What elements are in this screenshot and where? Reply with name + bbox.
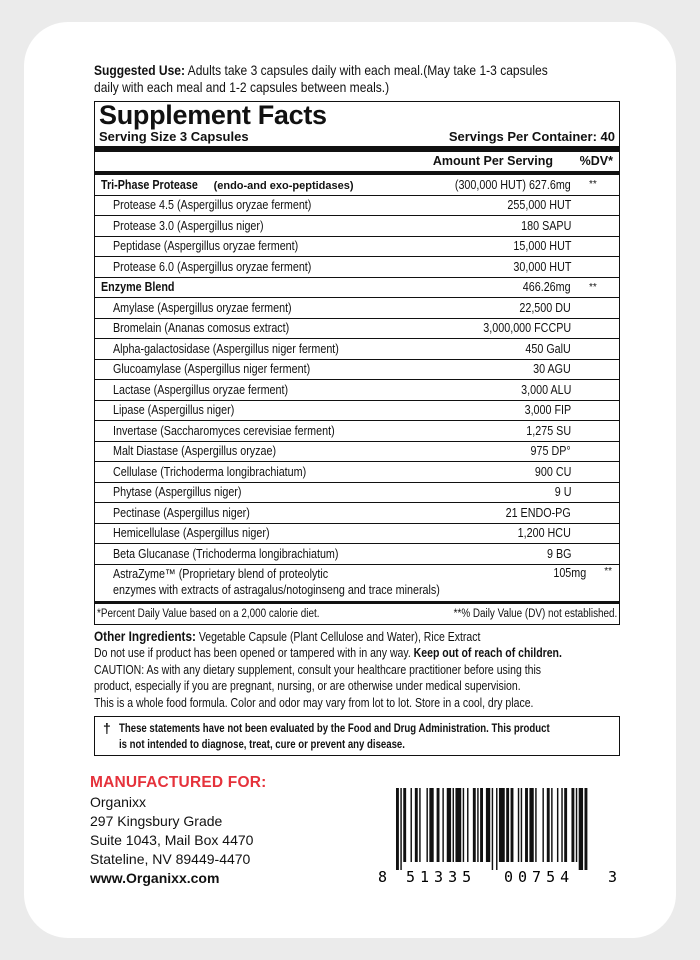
manufacturer-website: www.Organixx.com: [90, 870, 220, 886]
ingredient-dv: **: [589, 179, 597, 191]
col-amount: Amount Per Serving: [432, 154, 553, 168]
barcode-bar: [529, 788, 533, 862]
barcode-bar: [492, 788, 493, 870]
col-dv: %DV*: [579, 154, 613, 168]
barcode-bar: [579, 788, 583, 870]
ingredient-name: Bromelain (Ananas comosus extract): [113, 321, 290, 336]
ingredient-amount: 21 ENDO-PG: [505, 505, 571, 520]
manufacturer-street: 297 Kingsbury Grade: [90, 813, 223, 829]
whole-food-note: This is a whole food formula. Color and odor may vary from lot to lot. Store in a cool, dry place.: [94, 695, 534, 710]
ingredient-name: Pectinase (Aspergillus niger): [113, 505, 250, 520]
ingredient-row: [95, 524, 619, 545]
ingredient-name: Tri-Phase Protease: [101, 177, 198, 192]
barcode-bar: [561, 788, 562, 862]
ingredient-name: Cellulase (Trichoderma longibrachiatum): [113, 464, 307, 479]
ingredient-amount: (300,000 HUT) 627.6mg: [455, 177, 571, 192]
barcode-bar: [400, 788, 401, 870]
barcode-bar: [426, 788, 427, 862]
barcode-bar: [521, 788, 522, 862]
barcode-bar: [564, 788, 567, 862]
ingredient-row: [95, 380, 619, 401]
barcode-bar: [571, 788, 574, 862]
ingredient-amount: 9 U: [554, 485, 571, 500]
barcode-bar: [496, 788, 497, 870]
ingredient-row: [95, 544, 619, 565]
ingredient-amount: 22,500 DU: [519, 300, 571, 315]
ingredient-amount: 450 GalU: [525, 341, 571, 356]
ingredient-row: [95, 298, 619, 319]
ingredient-note: (endo-and exo-peptidases): [213, 179, 354, 192]
ingredient-row: [95, 442, 619, 463]
barcode-group2: 00754: [504, 868, 575, 886]
barcode-digit-last: 3: [608, 868, 618, 886]
ingredient-amount: 1,275 SU: [526, 423, 571, 438]
ingredient-amount: 900 CU: [534, 464, 571, 479]
facts-footnote: [95, 602, 619, 624]
ingredient-row: [95, 216, 619, 237]
other-ingredients: [94, 628, 620, 712]
ingredient-row: [95, 360, 619, 381]
ingredient-row: [95, 257, 619, 278]
barcode-digit-first: 8: [378, 868, 388, 886]
barcode-bar: [467, 788, 468, 862]
astra-amount: 105mg: [553, 565, 587, 580]
ingredient-amount: 466.26mg: [523, 280, 571, 295]
ingredient-amount: 255,000 HUT: [507, 198, 571, 213]
ingredient-amount: 180 SAPU: [520, 218, 571, 233]
servings-per-container: Servings Per Container: 40: [448, 129, 615, 144]
footnote-left: *Percent Daily Value based on a 2,000 calorie diet.: [97, 607, 320, 620]
manufacturer-address: [90, 793, 253, 888]
ingredient-row: [95, 401, 619, 422]
ingredient-amount: 975 DP°: [530, 444, 571, 459]
ingredient-name: Lactase (Aspergillus oryzae ferment): [113, 382, 289, 397]
ingredient-rows: [99, 175, 615, 565]
barcode-bar: [477, 788, 478, 862]
ingredient-name: Beta Glucanase (Trichoderma longibrachiatum): [113, 546, 339, 561]
other-ingredients-text: Vegetable Capsule (Plant Cellulose and Water), Rice Extract: [198, 629, 481, 644]
tamper-warning: Do not use if product has been opened or tampered with in any way.: [94, 646, 411, 660]
astrazyme-row: [95, 565, 619, 602]
ingredient-row: [95, 278, 619, 299]
barcode-group1: 51335: [406, 868, 477, 886]
barcode-bar: [473, 788, 476, 862]
barcode-bar: [396, 788, 399, 870]
ingredient-name: Protease 6.0 (Aspergillus oryzae ferment): [113, 259, 312, 274]
astra-line2: enzymes with extracts of astragalus/notoginseng and trace minerals): [113, 582, 440, 597]
manufacturer-suite: Suite 1043, Mail Box 4470: [90, 832, 254, 848]
other-label: Other Ingredients:: [94, 627, 196, 644]
ingredient-row: [95, 421, 619, 442]
manufacturer-name: Organixx: [90, 794, 147, 810]
barcode-bars: [396, 788, 587, 870]
children-warning: Keep out of reach of children.: [413, 646, 562, 660]
barcode-bar: [411, 788, 412, 862]
serving-info: [99, 129, 615, 146]
ingredient-amount: 3,000 ALU: [520, 382, 571, 397]
ingredient-name: Protease 3.0 (Aspergillus niger): [113, 218, 264, 233]
facts-title: Supplement Facts: [99, 100, 327, 130]
astra-line1: AstraZyme™ (Proprietary blend of proteolytic: [113, 566, 329, 581]
barcode-bar: [455, 788, 461, 862]
manufactured-for-title: MANUFACTURED FOR:: [90, 774, 267, 791]
barcode-bar: [480, 788, 483, 862]
upc-barcode: [372, 778, 622, 888]
ingredient-amount: 9 BG: [546, 546, 571, 561]
barcode-bar: [542, 788, 543, 862]
barcode-bar: [576, 788, 577, 862]
barcode-bar: [551, 788, 552, 862]
barcode-bar: [506, 788, 509, 862]
ingredient-amount: 30,000 HUT: [513, 259, 571, 274]
barcode-bar: [415, 788, 418, 862]
barcode-bar: [557, 788, 558, 862]
barcode-bar: [437, 788, 440, 862]
suggested-use-line2: daily with each meal and 1-2 capsules between meals.): [94, 79, 390, 95]
ingredient-name: Hemicellulase (Aspergillus niger): [113, 526, 270, 541]
barcode-bar: [463, 788, 464, 862]
barcode-bar: [518, 788, 519, 862]
suggested-use-label: Suggested Use:: [94, 62, 185, 78]
disclaimer-line1: These statements have not been evaluated by the Food and Drug Administration. This product: [119, 721, 550, 735]
ingredient-dv: **: [589, 281, 597, 293]
dagger-symbol: †: [103, 720, 111, 736]
supplement-facts-panel: [94, 101, 620, 625]
barcode-bar: [486, 788, 490, 862]
serving-size: Serving Size 3 Capsules: [99, 129, 249, 144]
barcode-bar: [525, 788, 528, 862]
column-header: [95, 152, 619, 172]
ingredient-amount: 30 AGU: [533, 362, 571, 377]
barcode-bar: [442, 788, 443, 862]
manufacturer-city: Stateline, NV 89449-4470: [90, 851, 251, 867]
fda-disclaimer: [94, 716, 620, 756]
ingredient-row: [95, 503, 619, 524]
suggested-use: [94, 62, 620, 98]
barcode-bar: [419, 788, 420, 862]
ingredient-row: [95, 237, 619, 258]
ingredient-name: Alpha-galactosidase (Aspergillus niger ferment): [113, 341, 339, 356]
barcode-bar: [511, 788, 514, 862]
label-content: [94, 62, 620, 756]
ingredient-name: Phytase (Aspergillus niger): [113, 485, 242, 500]
barcode-bar: [447, 788, 451, 862]
ingredient-name: Enzyme Blend: [101, 280, 175, 295]
barcode-bar: [499, 788, 505, 862]
barcode-bar: [535, 788, 536, 862]
suggested-use-line1: Adults take 3 capsules daily with each meal.(May take 1-3 capsules: [187, 62, 548, 78]
ingredient-row: [95, 175, 619, 196]
ingredient-row: [95, 196, 619, 217]
ingredient-amount: 15,000 HUT: [513, 239, 571, 254]
barcode-bar: [453, 788, 454, 862]
ingredient-name: Protease 4.5 (Aspergillus oryzae ferment): [113, 198, 312, 213]
footnote-right: **% Daily Value (DV) not established.: [453, 607, 617, 620]
ingredient-name: Glucoamylase (Aspergillus niger ferment): [113, 362, 311, 377]
caution-line1: CAUTION: As with any dietary supplement, consult your healthcare practitioner before using this: [94, 662, 542, 677]
ingredient-amount: 1,200 HCU: [517, 526, 571, 541]
astra-dv: **: [604, 565, 613, 577]
ingredient-row: [95, 462, 619, 483]
ingredient-name: Peptidase (Aspergillus oryzae ferment): [113, 239, 299, 254]
barcode-bar: [547, 788, 550, 862]
ingredient-row: [95, 319, 619, 340]
barcode-bar: [403, 788, 406, 862]
disclaimer-line2: is not intended to diagnose, treat, cure or prevent any disease.: [119, 737, 405, 751]
caution-line2: product, especially if you are pregnant, nursing, or are otherwise under medical supervision.: [94, 679, 521, 693]
ingredient-name: Invertase (Saccharomyces cerevisiae ferment): [113, 423, 335, 438]
ingredient-row: [95, 483, 619, 504]
barcode-bar: [429, 788, 433, 862]
ingredient-row: [95, 339, 619, 360]
ingredient-name: Amylase (Aspergillus oryzae ferment): [113, 300, 292, 315]
barcode-bar: [585, 788, 588, 870]
ingredient-name: Malt Diastase (Aspergillus oryzae): [113, 444, 277, 459]
ingredient-amount: 3,000 FIP: [524, 403, 571, 418]
ingredient-name: Lipase (Aspergillus niger): [113, 403, 235, 418]
ingredient-amount: 3,000,000 FCCPU: [483, 321, 571, 336]
